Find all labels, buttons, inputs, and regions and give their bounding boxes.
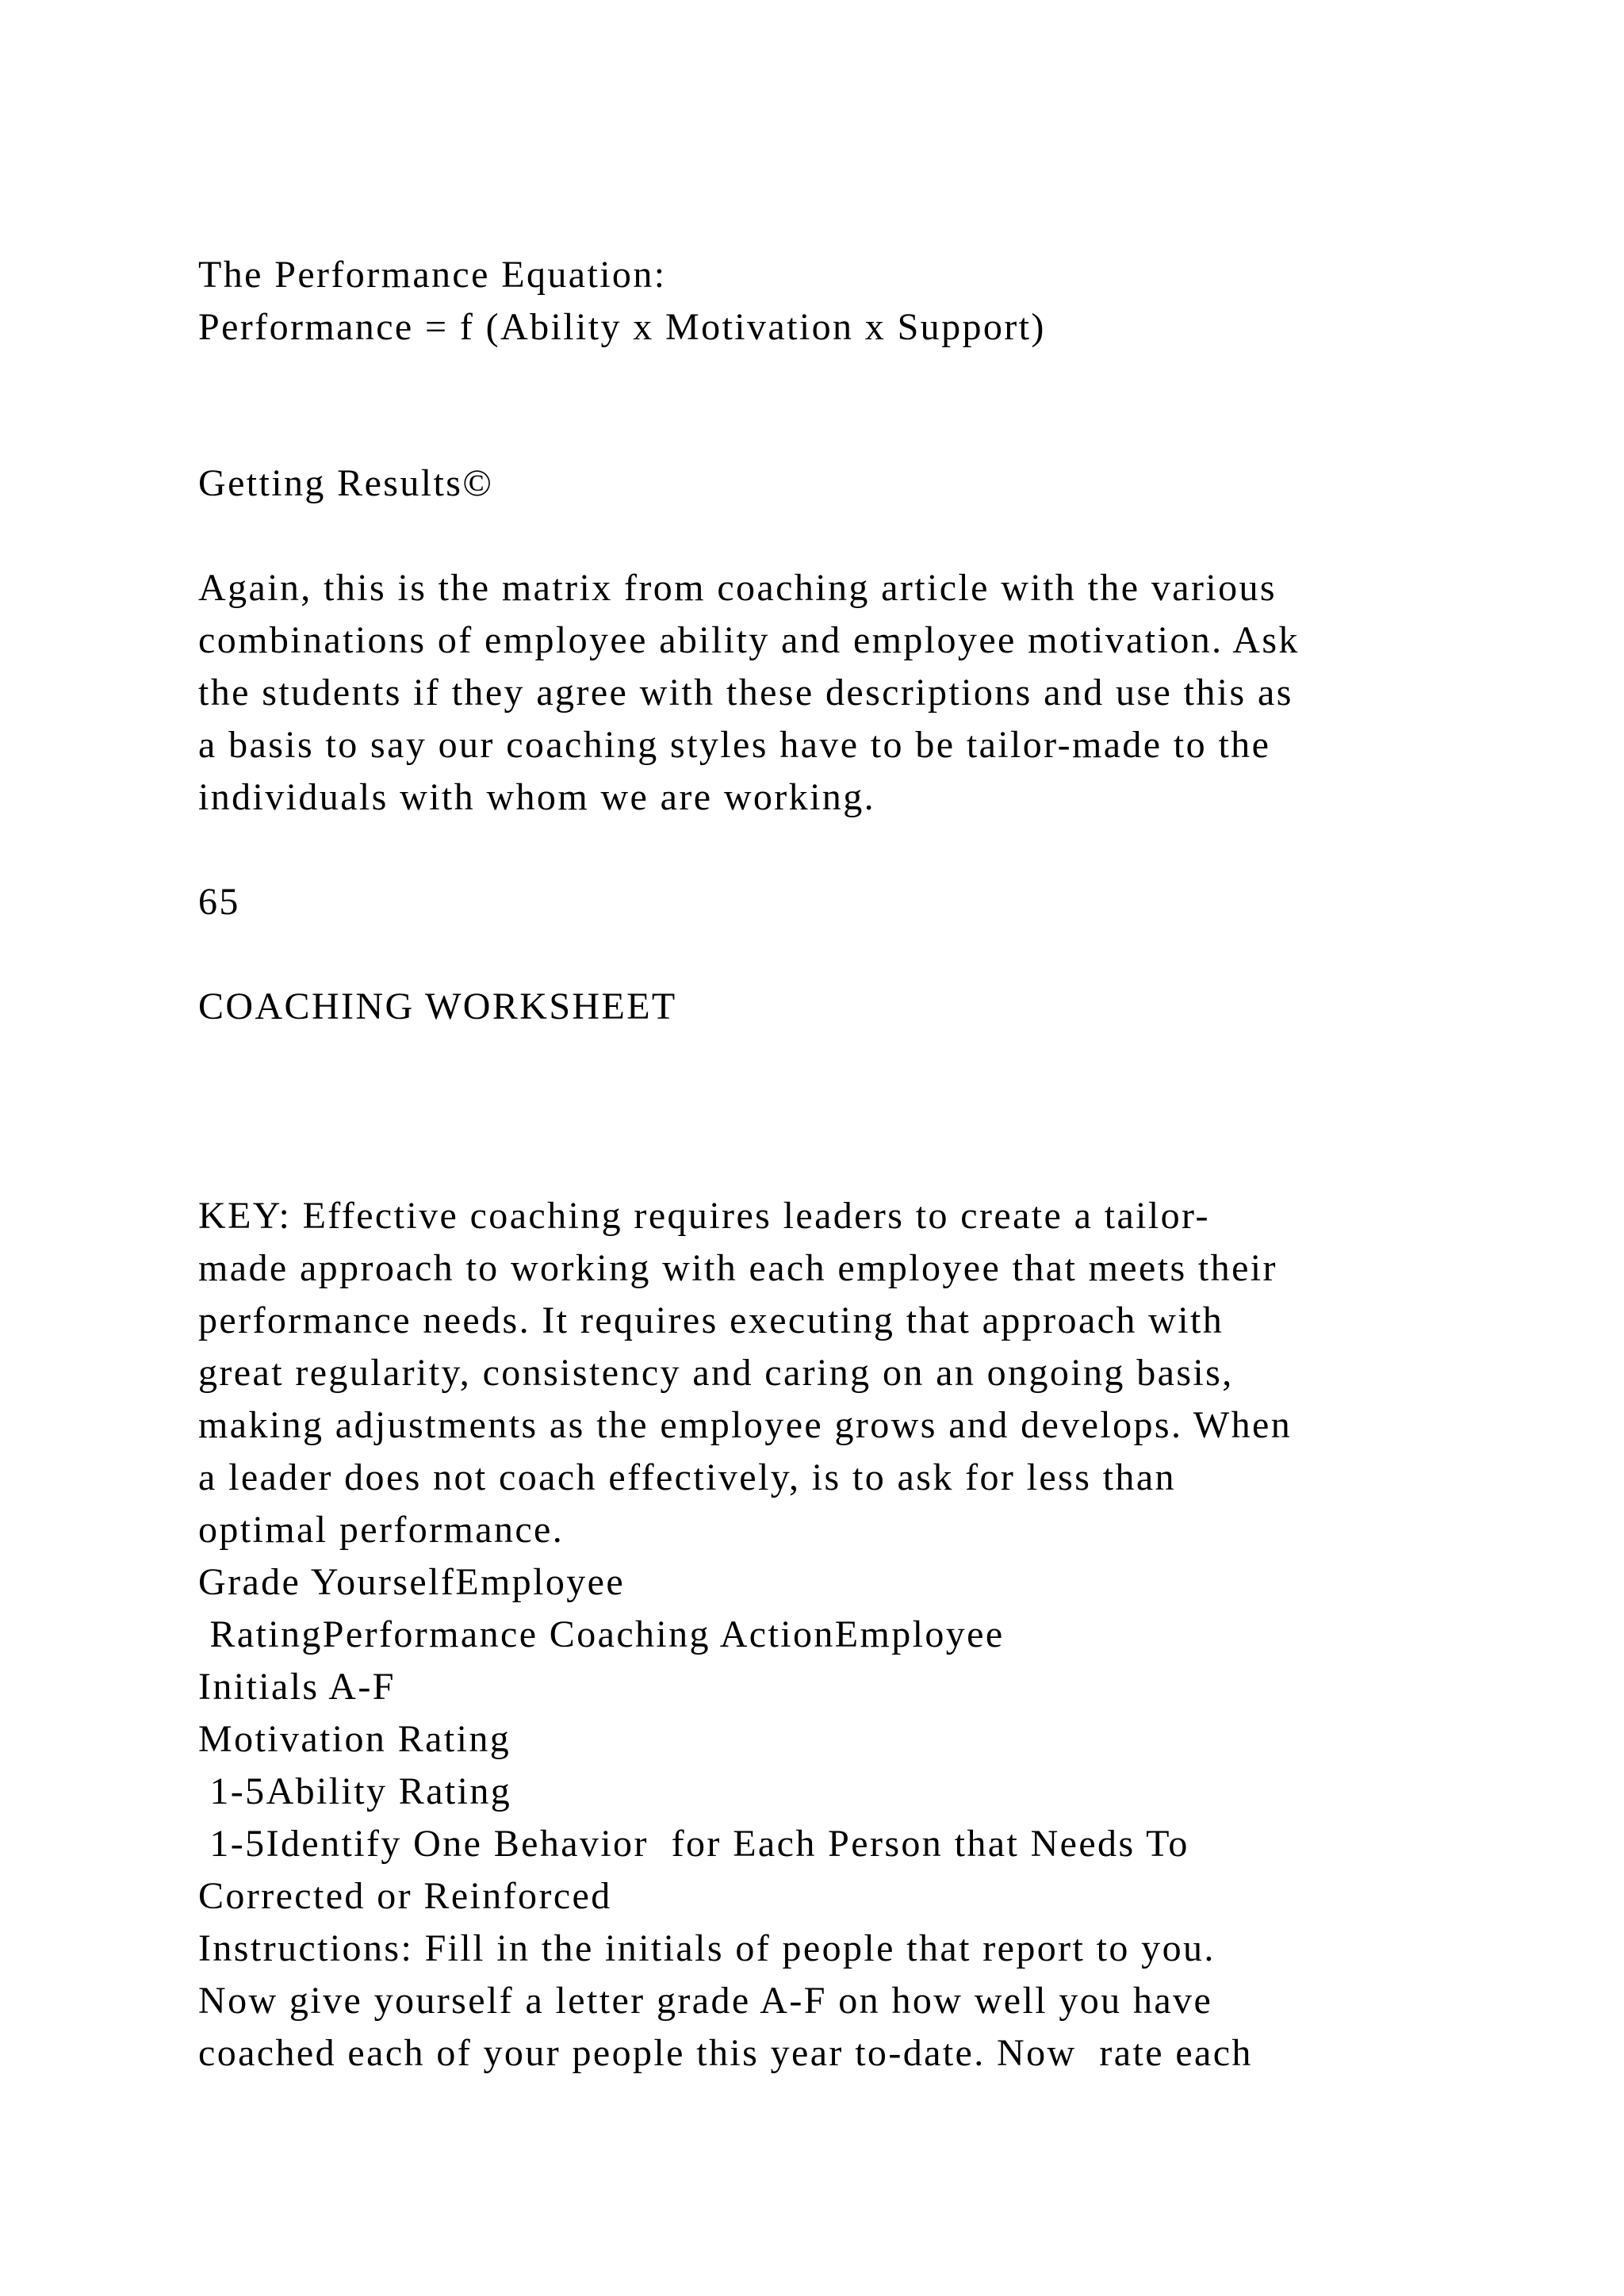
table-header-line: Initials A-F bbox=[198, 1666, 396, 1708]
table-header-line: Corrected or Reinforced bbox=[198, 1875, 612, 1917]
worksheet-title: COACHING WORKSHEET bbox=[198, 985, 677, 1027]
instructions-line: coached each of your people this year to-date. Now rate each bbox=[198, 2032, 1253, 2074]
note-line: a basis to say our coaching styles have to be tailor-made to the bbox=[198, 724, 1271, 766]
section-title-getting-results: Getting Results© bbox=[198, 462, 494, 504]
table-header-line: 1-5Ability Rating bbox=[198, 1770, 512, 1812]
note-line: combinations of employee ability and employee motivation. Ask bbox=[198, 619, 1300, 661]
table-header-line: 1-5Identify One Behavior for Each Person that Needs To bbox=[198, 1823, 1189, 1865]
key-paragraph-line: performance needs. It requires executing that approach with bbox=[198, 1299, 1224, 1341]
page-number: 65 bbox=[198, 881, 240, 923]
table-header-line: Grade YourselfEmployee bbox=[198, 1561, 626, 1603]
key-paragraph-line: KEY: Effective coaching requires leaders to create a tailor- bbox=[198, 1195, 1210, 1237]
note-line: Again, this is the matrix from coaching article with the various bbox=[198, 567, 1277, 609]
note-line: individuals with whom we are working. bbox=[198, 776, 876, 818]
equation-heading: The Performance Equation: bbox=[198, 254, 667, 296]
note-line: the students if they agree with these descriptions and use this as bbox=[198, 672, 1293, 714]
key-paragraph-line: made approach to working with each employee that meets their bbox=[198, 1247, 1277, 1289]
key-paragraph-line: making adjustments as the employee grows and develops. When bbox=[198, 1404, 1293, 1446]
key-paragraph-line: great regularity, consistency and caring on an ongoing basis, bbox=[198, 1352, 1234, 1394]
key-paragraph-line: a leader does not coach effectively, is to ask for less than bbox=[198, 1456, 1176, 1498]
instructions-line: Instructions: Fill in the initials of people that report to you. bbox=[198, 1927, 1216, 1969]
equation-formula: Performance = f (Ability x Motivation x Support) bbox=[198, 306, 1046, 348]
instructions-line: Now give yourself a letter grade A-F on how well you have bbox=[198, 1980, 1213, 2022]
table-header-line: Motivation Rating bbox=[198, 1718, 511, 1760]
table-header-line: RatingPerformance Coaching ActionEmployee bbox=[198, 1613, 1005, 1655]
key-paragraph-line: optimal performance. bbox=[198, 1509, 565, 1551]
